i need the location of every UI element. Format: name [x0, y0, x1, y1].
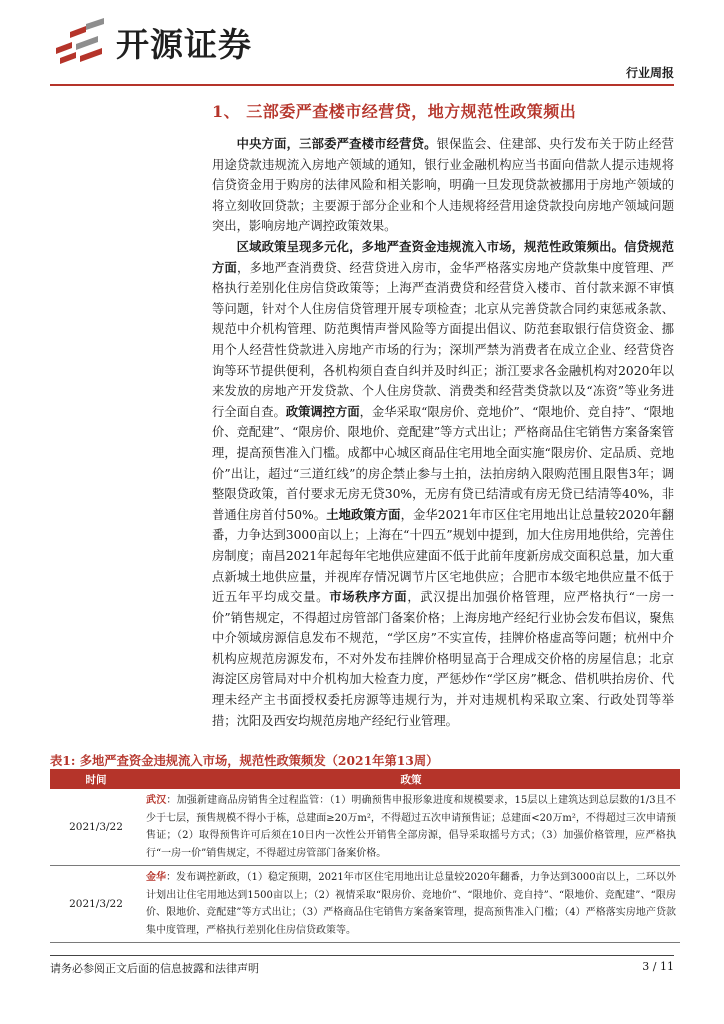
policy-text: ：发布调控新政，（1）稳定预期，2021年市区住宅用地出让总量较2020年翻番，力争达到3000亩以上，二环以外计划出让住宅用地达到1500亩以上；（2）视情采取“限房价、竞地价”、“限地价、竞自持”、“限地价、竞配建”、“限房价、限地价、竞配建”等方式出让；（3）严格商品住宅销售方案备案管理，提高预售准入门槛；（4）严格落实房地产贷款集中度管理，严格执行差别化住房信贷政策等。 — [146, 872, 677, 936]
table-caption-label: 表1: — [50, 753, 76, 768]
brand-mark-icon — [50, 18, 110, 66]
subtopic-credit-text: ，多地严查消费贷、经营贷进入房市，金华严格落实房地产贷款集中度管理、严格执行差别化住房信贷政策等；上海严查消费贷和经营贷入楼市、首付款来源不审慎等问题，针对个人住房信贷管理开展专项检查；北京从完善贷款合同约束惩戒条款、规范中介机构管理、防范舆情声誉风险等方面提出倡议、防范套取银行信贷资金、挪用个人经营性贷款进入房地产市场的行为；深圳严禁为消费者在成立企业、经营贷咨询等环节提供便利，各机构须自查自纠并及时纠正；浙江要求各金融机构对2020年以来发放的房地产开发贷款、个人住房贷款、消费类和经营类贷款以及“冻资”等业务进行全面自查。 — [212, 260, 674, 419]
table-cell-policy — [142, 866, 680, 943]
subtopic-credit: 信贷规范方面 — [212, 239, 674, 275]
paragraph-text: 银保监会、住建部、央行发布关于防止经营用途贷款违规流入房地产领域的通知，银行业金融机构应当书面向借款人提示违规将信贷资金用于购房的法律风险和相关影响，明确一旦发现贷款被挪用于房地产领域的将立刻收回贷款；主要源于部分企业和个人违规将经营用途贷款投向房地产领域问题突出，影响房地产调控政策效果。 — [212, 137, 674, 234]
policy-table — [50, 769, 680, 943]
paragraph-lead: 区域政策呈现多元化，多地严查资金违规流入市场，规范性政策频出。 — [236, 239, 625, 254]
table-header-row — [50, 769, 680, 789]
company-logo — [50, 18, 252, 66]
subtopic-land-text: ，金华2021年市区住宅用地出让总量较2020年翻番，力争达到3000亩以上；上海在“十四五”规划中提到，加大住房用地供给，完善住房制度；南昌2021年起每年宅地供应建面不低于此前年度新房成交面积总量，加大重点新城土地供应量，并视库存情况调节片区宅地供应；合肥市本级宅地供应量不低于近五年平均成交量。 — [212, 507, 674, 605]
table-row — [50, 866, 680, 943]
policy-text: ：加强新建商品房销售全过程监管：（1）明确预售申报形象进度和规模要求，15层以上建筑达到总层数的1/3且不少于七层，预售规模不得小于栋，总建面≥20万m²，不得超过五次申请预售证；总建面<20万m²，不得超过三次申请预售证；（2）取得预售许可后须在10日内一次性公开销售全部房源，倡导采取摇号方式；（3）加强价格管理，应严格执行“一房一价”销售规定，不得超过房管部门备案价格。 — [146, 795, 676, 859]
city-name: 武汉 — [146, 795, 167, 806]
header-divider — [50, 84, 674, 86]
table-cell-policy — [142, 789, 680, 866]
column-header-policy: 政策 — [142, 769, 680, 789]
subtopic-land: 土地政策方面 — [326, 506, 401, 522]
disclaimer-text: 请务必参阅正文后面的信息披露和法律声明 — [50, 962, 259, 975]
page-number: 3 / 11 — [642, 960, 674, 973]
paragraph-lead: 中央方面，三部委严查楼市经营贷。 — [236, 136, 437, 151]
city-name: 金华 — [146, 872, 167, 883]
subtopic-market-order-text: ，武汉提出加强价格管理，应严格执行“一房一价”销售规定，不得超过房管部门备案价格；上海房地产经纪行业协会发布倡议，聚焦中介领域房源信息发布不规范，“学区房”不实宣传，挂牌价格虚高等问题；杭州中介机构应规范房源发布，不对外发布挂牌价格明显高于合理成交价格的房屋信息；北京海淀区房管局对中介机构加大检查力度，严惩炒作“学区房”概念、借机哄抬房价、代理未经产主书面授权委托房源等违规行为，并对违规机构采取立案、行政处罚等举措；沈阳及西安均规范房地产经纪行业管理。 — [212, 590, 674, 728]
column-header-date: 时间 — [50, 769, 142, 789]
section-title: 1、 三部委严查楼市经营贷，地方规范性政策频出 — [212, 102, 577, 121]
report-type-label: 行业周报 — [625, 66, 674, 80]
footer-divider — [50, 955, 674, 956]
table-caption-text: 多地严查资金违规流入市场，规范性政策频发（2021年第13周） — [79, 753, 439, 768]
subtopic-regulation: 政策调控方面 — [285, 403, 360, 419]
table-caption — [50, 751, 438, 769]
subtopic-regulation-text: ，金华采取“限房价、竞地价”、“限地价、竞自持”、“限地价、竞配建”、“限房价、限地价、竞配建”等方式出让；严格商品住宅销售方案备案管理，提高预售准入门槛。成都中心城区商品住宅用地全面实施“限房价、定品质、竞地价”出让，超过“三道红线”的房企禁止参与土拍，法拍房纳入限购范围且限售3年；调整限贷政策，首付要求无房无贷30%，无房有贷已结清或有房无贷已结清等40%，非普通住房首付50%。 — [212, 404, 674, 522]
table-row — [50, 789, 680, 866]
paragraph-central-policy — [212, 134, 674, 237]
table-cell-date: 2021/3/22 — [50, 866, 142, 943]
paragraph-regional-policy — [212, 237, 674, 731]
brand-name: 开源证券 — [116, 24, 252, 64]
table-cell-date: 2021/3/22 — [50, 789, 142, 866]
subtopic-market-order: 市场秩序方面 — [329, 589, 408, 605]
